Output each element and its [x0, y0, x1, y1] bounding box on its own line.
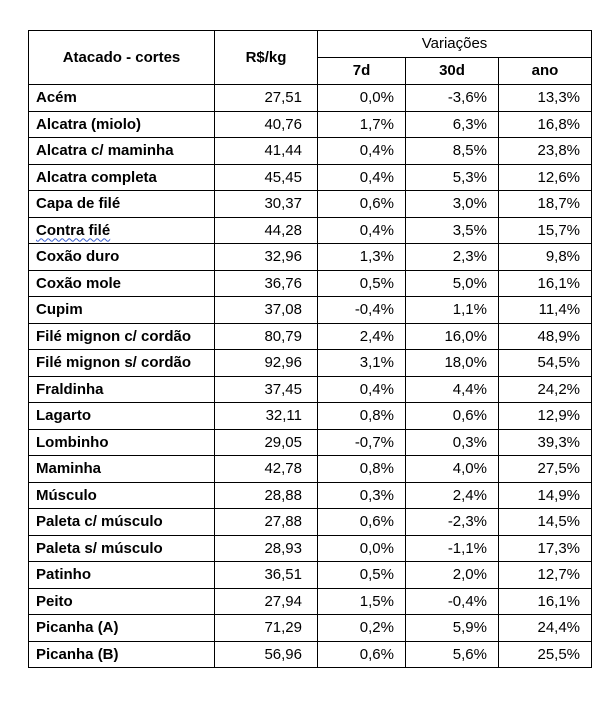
variation-30d-cell: 4,4%: [406, 376, 499, 403]
price-cell: 41,44: [215, 138, 318, 165]
cut-name: [29, 217, 215, 244]
table-row: [29, 350, 592, 377]
price-cell: 32,96: [215, 244, 318, 271]
cut-name: Capa de filé: [29, 191, 215, 218]
wholesale-beef-prices-table: [28, 30, 592, 668]
table-row: [29, 164, 592, 191]
spellcheck-underline: Contra filé: [36, 221, 111, 239]
table-row: [29, 191, 592, 218]
price-cell: 45,45: [215, 164, 318, 191]
cut-name: Coxão duro: [29, 244, 215, 271]
variation-30d-cell: 0,3%: [406, 429, 499, 456]
variation-year-cell: 16,1%: [499, 270, 592, 297]
variation-7d-cell: 0,2%: [318, 615, 406, 642]
price-cell: 80,79: [215, 323, 318, 350]
table-header: [29, 31, 592, 85]
price-cell: 36,76: [215, 270, 318, 297]
header-variations: Variações: [318, 31, 592, 58]
variation-year-cell: 54,5%: [499, 350, 592, 377]
variation-30d-cell: 5,0%: [406, 270, 499, 297]
variation-30d-cell: 5,6%: [406, 641, 499, 668]
cut-name: Lombinho: [29, 429, 215, 456]
variation-year-cell: 11,4%: [499, 297, 592, 324]
variation-30d-cell: 2,4%: [406, 482, 499, 509]
table-row: [29, 641, 592, 668]
cut-name: Lagarto: [29, 403, 215, 430]
variation-7d-cell: 0,4%: [318, 217, 406, 244]
variation-7d-cell: 1,7%: [318, 111, 406, 138]
variation-7d-cell: 0,5%: [318, 562, 406, 589]
cut-name: Paleta s/ músculo: [29, 535, 215, 562]
cut-name: Alcatra c/ maminha: [29, 138, 215, 165]
table-body: [29, 85, 592, 668]
variation-30d-cell: 1,1%: [406, 297, 499, 324]
price-cell: 56,96: [215, 641, 318, 668]
cut-name: Acém: [29, 85, 215, 112]
table-row: [29, 429, 592, 456]
variation-year-cell: 16,1%: [499, 588, 592, 615]
cut-name: Picanha (A): [29, 615, 215, 642]
variation-7d-cell: 0,6%: [318, 641, 406, 668]
variation-30d-cell: -0,4%: [406, 588, 499, 615]
variation-7d-cell: 0,5%: [318, 270, 406, 297]
table-row: [29, 535, 592, 562]
variation-30d-cell: 3,5%: [406, 217, 499, 244]
cut-name: Peito: [29, 588, 215, 615]
variation-7d-cell: 0,4%: [318, 164, 406, 191]
table-row: [29, 270, 592, 297]
cut-name: Cupim: [29, 297, 215, 324]
variation-7d-cell: 0,3%: [318, 482, 406, 509]
variation-year-cell: 14,5%: [499, 509, 592, 536]
table-row: [29, 403, 592, 430]
variation-7d-cell: 0,4%: [318, 138, 406, 165]
variation-7d-cell: 1,3%: [318, 244, 406, 271]
price-cell: 40,76: [215, 111, 318, 138]
price-cell: 71,29: [215, 615, 318, 642]
variation-year-cell: 48,9%: [499, 323, 592, 350]
variation-year-cell: 23,8%: [499, 138, 592, 165]
cut-name: Coxão mole: [29, 270, 215, 297]
cut-name: Maminha: [29, 456, 215, 483]
table-row: [29, 138, 592, 165]
price-cell: 36,51: [215, 562, 318, 589]
price-cell: 27,51: [215, 85, 318, 112]
price-cell: 29,05: [215, 429, 318, 456]
price-cell: 28,93: [215, 535, 318, 562]
header-year: ano: [499, 58, 592, 85]
variation-30d-cell: -2,3%: [406, 509, 499, 536]
price-cell: 30,37: [215, 191, 318, 218]
variation-30d-cell: 5,3%: [406, 164, 499, 191]
table-row: [29, 217, 592, 244]
variation-year-cell: 17,3%: [499, 535, 592, 562]
variation-30d-cell: -1,1%: [406, 535, 499, 562]
variation-year-cell: 9,8%: [499, 244, 592, 271]
variation-7d-cell: -0,7%: [318, 429, 406, 456]
table-row: [29, 376, 592, 403]
variation-30d-cell: 18,0%: [406, 350, 499, 377]
cut-name: Patinho: [29, 562, 215, 589]
table-row: [29, 85, 592, 112]
variation-30d-cell: 0,6%: [406, 403, 499, 430]
variation-year-cell: 12,7%: [499, 562, 592, 589]
cut-name: Picanha (B): [29, 641, 215, 668]
header-30d: 30d: [406, 58, 499, 85]
price-cell: 32,11: [215, 403, 318, 430]
variation-year-cell: 13,3%: [499, 85, 592, 112]
table-row: [29, 509, 592, 536]
variation-year-cell: 16,8%: [499, 111, 592, 138]
variation-30d-cell: 16,0%: [406, 323, 499, 350]
table-row: [29, 297, 592, 324]
price-cell: 27,94: [215, 588, 318, 615]
variation-7d-cell: 0,6%: [318, 509, 406, 536]
table-row: [29, 111, 592, 138]
cut-name: Músculo: [29, 482, 215, 509]
variation-year-cell: 24,2%: [499, 376, 592, 403]
variation-7d-cell: 0,6%: [318, 191, 406, 218]
price-cell: 27,88: [215, 509, 318, 536]
variation-year-cell: 14,9%: [499, 482, 592, 509]
variation-7d-cell: 3,1%: [318, 350, 406, 377]
price-cell: 92,96: [215, 350, 318, 377]
variation-30d-cell: 5,9%: [406, 615, 499, 642]
variation-7d-cell: 2,4%: [318, 323, 406, 350]
variation-year-cell: 12,6%: [499, 164, 592, 191]
table-row: [29, 482, 592, 509]
header-cut: Atacado - cortes: [29, 31, 215, 85]
variation-7d-cell: 1,5%: [318, 588, 406, 615]
variation-year-cell: 39,3%: [499, 429, 592, 456]
table-row: [29, 323, 592, 350]
variation-year-cell: 25,5%: [499, 641, 592, 668]
variation-30d-cell: 2,0%: [406, 562, 499, 589]
variation-30d-cell: 2,3%: [406, 244, 499, 271]
price-cell: 37,08: [215, 297, 318, 324]
price-cell: 28,88: [215, 482, 318, 509]
table-row: [29, 615, 592, 642]
price-cell: 37,45: [215, 376, 318, 403]
cut-name: Fraldinha: [29, 376, 215, 403]
variation-30d-cell: 6,3%: [406, 111, 499, 138]
header-price: R$/kg: [215, 31, 318, 85]
table-row: [29, 562, 592, 589]
variation-7d-cell: 0,0%: [318, 85, 406, 112]
variation-year-cell: 18,7%: [499, 191, 592, 218]
variation-year-cell: 12,9%: [499, 403, 592, 430]
variation-7d-cell: 0,4%: [318, 376, 406, 403]
header-row-top: [29, 31, 592, 58]
variation-30d-cell: 8,5%: [406, 138, 499, 165]
variation-30d-cell: 4,0%: [406, 456, 499, 483]
price-cell: 44,28: [215, 217, 318, 244]
variation-7d-cell: 0,0%: [318, 535, 406, 562]
variation-7d-cell: 0,8%: [318, 403, 406, 430]
variation-year-cell: 27,5%: [499, 456, 592, 483]
cut-name: Paleta c/ músculo: [29, 509, 215, 536]
variation-year-cell: 15,7%: [499, 217, 592, 244]
variation-30d-cell: 3,0%: [406, 191, 499, 218]
cut-name: Filé mignon s/ cordão: [29, 350, 215, 377]
variation-30d-cell: -3,6%: [406, 85, 499, 112]
table-row: [29, 588, 592, 615]
variation-7d-cell: 0,8%: [318, 456, 406, 483]
cut-name: Alcatra completa: [29, 164, 215, 191]
cut-name: Filé mignon c/ cordão: [29, 323, 215, 350]
table-row: [29, 456, 592, 483]
cut-name: Alcatra (miolo): [29, 111, 215, 138]
header-7d: 7d: [318, 58, 406, 85]
variation-year-cell: 24,4%: [499, 615, 592, 642]
price-cell: 42,78: [215, 456, 318, 483]
variation-7d-cell: -0,4%: [318, 297, 406, 324]
table-row: [29, 244, 592, 271]
